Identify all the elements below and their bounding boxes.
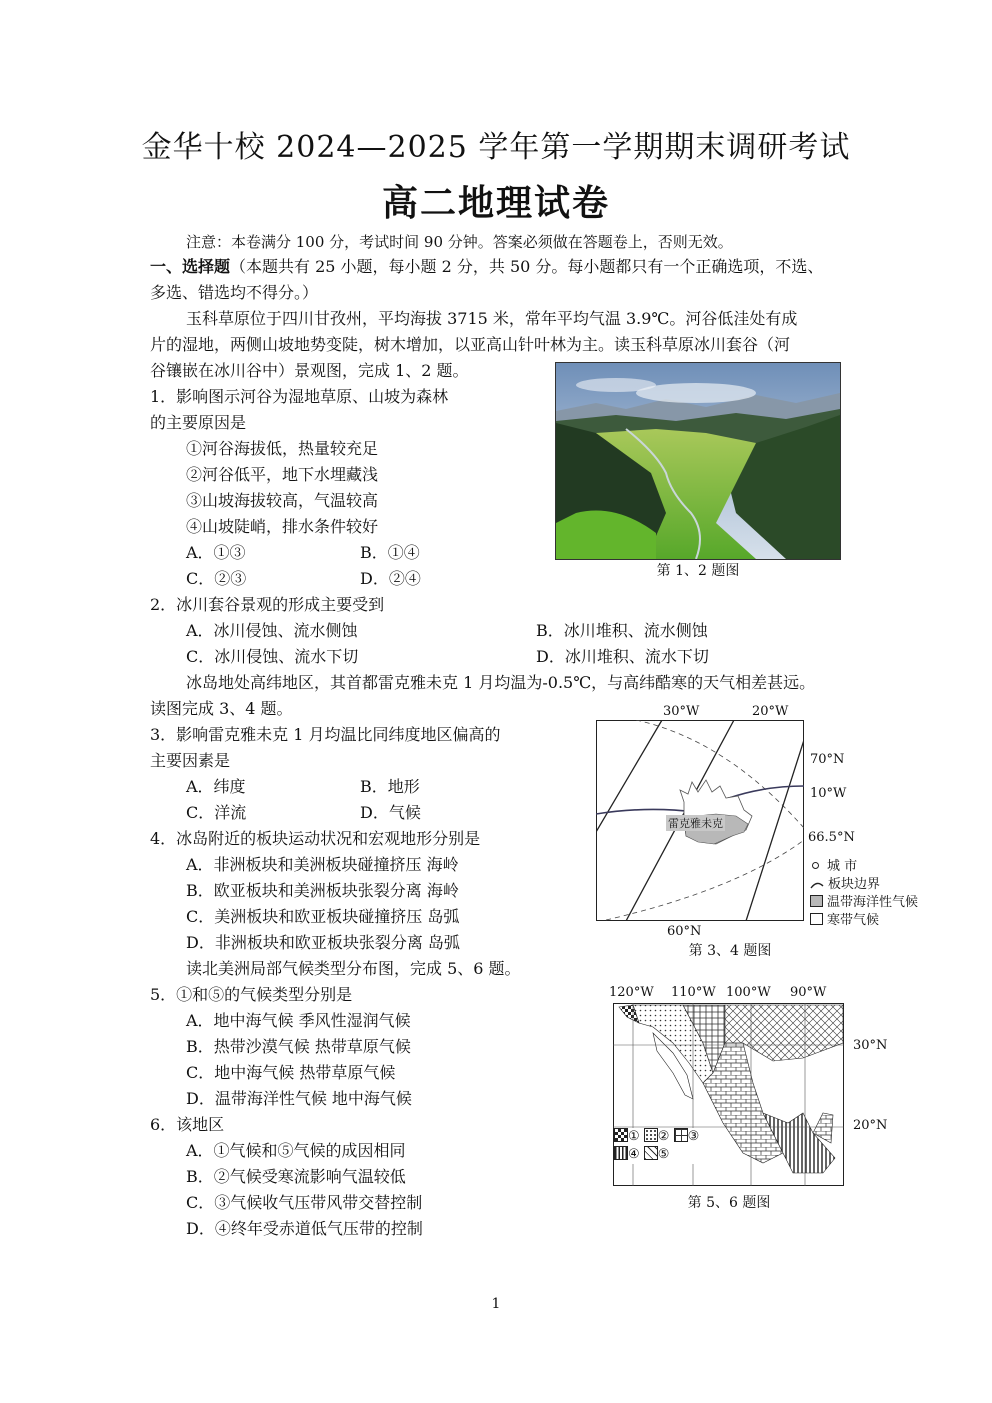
q3-option-c: C．洋流 bbox=[186, 803, 247, 822]
passage3: 读北美洲局部气候类型分布图，完成 5、6 题。 bbox=[186, 959, 521, 978]
fig12-caption: 第 1、2 题图 bbox=[656, 563, 740, 579]
white-swatch-icon bbox=[810, 913, 823, 925]
q1-item-2: ②河谷低平，地下水埋藏浅 bbox=[186, 465, 379, 484]
q4-option-c: C．美洲板块和欧亚板块碰撞挤压 岛弧 bbox=[186, 907, 460, 926]
q3-stem-line1: 3．影响雷克雅未克 1 月均温比同纬度地区偏高的 bbox=[150, 725, 501, 744]
page-number: 1 bbox=[491, 1296, 501, 1312]
q5-option-b: B．热带沙漠气候 热带草原气候 bbox=[186, 1037, 411, 1056]
section-heading: 一、选择题 bbox=[150, 257, 231, 276]
paper-title: 高二地理试卷 bbox=[381, 182, 610, 224]
exam-title: 金华十校 2024—2025 学年第一学期期末调研考试 bbox=[141, 130, 851, 165]
section-instruction-line1: 一、选择题（本题共有 25 小题，每小题 2 分，共 50 分。每小题都只有一个正确选项，不选、 bbox=[150, 257, 824, 276]
exam-notice: 注意：本卷满分 100 分，考试时间 90 分钟。答案必须做在答题卷上，否则无效。 bbox=[186, 233, 733, 251]
city-dot-icon bbox=[812, 862, 819, 869]
fig34-city-label: 雷克雅未克 bbox=[668, 817, 723, 830]
fig34-lon-10w: 10°W bbox=[810, 786, 847, 801]
plate-boundary-icon bbox=[810, 880, 824, 890]
q6-option-d: D．④终年受赤道低气压带的控制 bbox=[186, 1219, 423, 1238]
q1-option-d: D．②④ bbox=[360, 569, 421, 588]
passage1-line3: 谷镶嵌在冰川谷中）景观图，完成 1、2 题。 bbox=[150, 361, 469, 380]
vertical-stripe-swatch-icon bbox=[614, 1146, 628, 1160]
q3-option-d: D．气候 bbox=[360, 803, 421, 822]
passage1-line1: 玉科草原位于四川甘孜州，平均海拔 3715 米，常年平均气温 3.9℃。河谷低洼处有成 bbox=[186, 309, 798, 328]
fig34-lat-60n: 60°N bbox=[667, 924, 702, 939]
legend-city: 城 市 bbox=[810, 855, 857, 874]
q5-option-c: C．地中海气候 热带草原气候 bbox=[186, 1063, 396, 1082]
q3-stem-line2: 主要因素是 bbox=[150, 751, 231, 770]
fig34-lat-66n: 66.5°N bbox=[808, 830, 855, 845]
q1-option-a: A．①③ bbox=[186, 543, 246, 562]
q1-option-c: C．②③ bbox=[186, 569, 247, 588]
q3-option-a: A．纬度 bbox=[186, 777, 246, 796]
q1-option-b: B．①④ bbox=[360, 543, 420, 562]
check-swatch-icon bbox=[614, 1128, 628, 1142]
section-instruction-line2: 多选、错选均不得分。） bbox=[150, 283, 319, 302]
hatch-swatch-icon bbox=[674, 1128, 688, 1142]
q1-item-4: ④山坡陡峭，排水条件较好 bbox=[186, 517, 379, 536]
q1-item-1: ①河谷海拔低，热量较充足 bbox=[186, 439, 379, 458]
q2-option-d: D．冰川堆积、流水下切 bbox=[536, 647, 709, 666]
passage1-line2: 片的湿地，两侧山坡地势变陡，树木增加，以亚高山针叶林为主。读玉科草原冰川套谷（河 bbox=[150, 335, 791, 354]
q2-option-b: B．冰川堆积、流水侧蚀 bbox=[536, 621, 708, 640]
passage2-line1: 冰岛地处高纬地区，其首都雷克雅未克 1 月均温为-0.5℃，与高纬酷寒的天气相差甚远。 bbox=[186, 673, 816, 692]
q1-item-3: ③山坡海拔较高，气温较高 bbox=[186, 491, 379, 510]
dots-swatch-icon bbox=[644, 1128, 658, 1142]
q3-option-b: B．地形 bbox=[360, 777, 420, 796]
cross-swatch-icon bbox=[644, 1146, 658, 1160]
q1-stem-line1: 1．影响图示河谷为湿地草原、山坡为森林 bbox=[150, 387, 449, 406]
q5-option-a: A．地中海气候 季风性湿润气候 bbox=[186, 1011, 411, 1030]
q4-stem: 4．冰岛附近的板块运动状况和宏观地形分别是 bbox=[150, 829, 481, 848]
q6-option-a: A．①气候和⑤气候的成因相同 bbox=[186, 1141, 406, 1160]
fig34-caption: 第 3、4 题图 bbox=[688, 943, 772, 959]
q5-stem: 5．①和⑤的气候类型分别是 bbox=[150, 985, 353, 1004]
fig34-lon-20w: 20°W bbox=[752, 704, 789, 719]
fig56-lat-30n: 30°N bbox=[853, 1038, 888, 1053]
fig56-lon-110w: 110°W bbox=[671, 985, 716, 1000]
legend-plate-boundary: 板块边界 bbox=[810, 873, 880, 892]
fig56-lon-100w: 100°W bbox=[726, 985, 771, 1000]
glacier-valley-photo bbox=[555, 362, 841, 560]
fig56-legend: ① ② ③ ④ ⑤ bbox=[614, 1128, 699, 1164]
q4-option-d: D．非洲板块和欧亚板块张裂分离 岛弧 bbox=[186, 933, 460, 952]
fig56-lon-90w: 90°W bbox=[790, 985, 827, 1000]
q1-stem-line2: 的主要原因是 bbox=[150, 413, 247, 432]
legend-temperate-maritime: 温带海洋性气候 bbox=[810, 891, 918, 910]
gray-swatch-icon bbox=[810, 895, 823, 907]
q5-option-d: D．温带海洋性气候 地中海气候 bbox=[186, 1089, 412, 1108]
fig56-lon-120w: 120°W bbox=[609, 985, 654, 1000]
fig56-caption: 第 5、6 题图 bbox=[687, 1195, 771, 1211]
q6-option-b: B．②气候受寒流影响气温较低 bbox=[186, 1167, 406, 1186]
fig34-lat-70n: 70°N bbox=[810, 752, 845, 767]
q6-stem: 6．该地区 bbox=[150, 1115, 225, 1134]
q2-stem: 2．冰川套谷景观的形成主要受到 bbox=[150, 595, 385, 614]
q4-option-b: B．欧亚板块和美洲板块张裂分离 海岭 bbox=[186, 881, 459, 900]
q6-option-c: C．③气候收气压带风带交替控制 bbox=[186, 1193, 423, 1212]
legend-polar: 寒带气候 bbox=[810, 909, 879, 928]
passage2-line2: 读图完成 3、4 题。 bbox=[150, 699, 293, 718]
q2-option-c: C．冰川侵蚀、流水下切 bbox=[186, 647, 359, 666]
q2-option-a: A．冰川侵蚀、流水侧蚀 bbox=[186, 621, 358, 640]
fig56-lat-20n: 20°N bbox=[853, 1118, 888, 1133]
q4-option-a: A．非洲板块和美洲板块碰撞挤压 海岭 bbox=[186, 855, 459, 874]
fig34-lon-30w: 30°W bbox=[663, 704, 700, 719]
